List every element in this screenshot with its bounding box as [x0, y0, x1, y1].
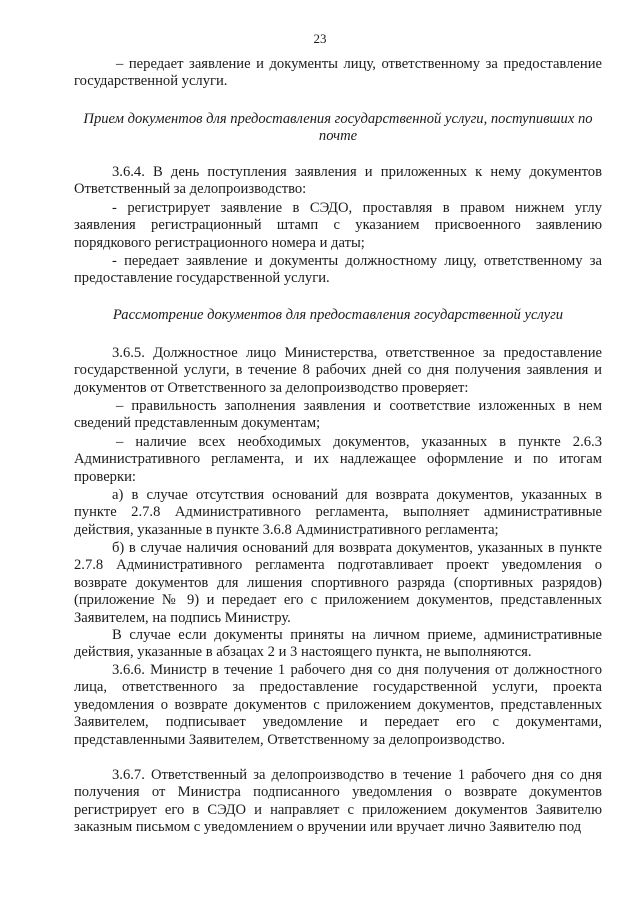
paragraph: 3.6.5. Должностное лицо Министерства, ответственное за предоставление государственной услуги, в течение 8 рабочих дней со дня получения заявления и документов от Ответственного за делопроизводство проверяет: [74, 345, 602, 396]
paragraph: 3.6.4. В день поступления заявления и приложенных к нему документов Ответственный за делопроизводство: [74, 164, 602, 198]
page-number: 23 [313, 31, 327, 46]
paragraph: – передает заявление и документы лицу, ответственному за предоставление государственной услуги. [74, 56, 602, 90]
paragraph: б) в случае наличия оснований для возврата документов, указанных в пункте 2.7.8 Административного регламента подготавливает проект уведомления о возврате документов для лишения спортивного разряда (спортивных разрядов) (приложение № 9) и передает его с приложением документов, представленных Заявителем, на подпись Министру. [74, 540, 602, 626]
paragraph: 3.6.7. Ответственный за делопроизводство в течение 1 рабочего дня со дня получения от Министра подписанного уведомления о возврате документов регистрирует его в СЭДО и направляет с приложением документов Заявителю заказным письмом с уведомлением о вручении или вручает лично Заявителю под [74, 767, 602, 836]
paragraph: – наличие всех необходимых документов, указанных в пункте 2.6.3 Административного регламента, и их надлежащее оформление и по итогам проверки: [74, 434, 602, 485]
paragraph: - регистрирует заявление в СЭДО, проставляя в правом нижнем углу заявления регистрационный штамп с указанием присвоенного заявлению порядкового регистрационного номера и даты; [74, 200, 602, 251]
section-heading: Рассмотрение документов для предоставления государственной услуги [112, 307, 564, 323]
paragraph: – правильность заполнения заявления и соответствие изложенных в нем сведений представленным документам; [74, 398, 602, 432]
paragraph: а) в случае отсутствия оснований для возврата документов, указанных в пункте 2.7.8 Административного регламента, выполняет административные действия, указанные в пункте 3.6.8 Административного регламента; [74, 487, 602, 538]
paragraph: - передает заявление и документы должностному лицу, ответственному за предоставление государственной услуги. [74, 253, 602, 287]
paragraph: В случае если документы приняты на личном приеме, административные действия, указанные в абзацах 2 и 3 настоящего пункта, не выполняются. [74, 627, 602, 661]
paragraph: 3.6.6. Министр в течение 1 рабочего дня со дня получения от должностного лица, ответственного за предоставление государственной услуги, проекта уведомления о возврате документов с приложением документов, представленных Заявителем, подписывает уведомление и передает его с документами, представленными Заявителем, Ответственному за делопроизводство. [74, 662, 602, 748]
section-heading: Прием документов для предоставления государственной услуги, поступивших по почте [83, 111, 593, 145]
